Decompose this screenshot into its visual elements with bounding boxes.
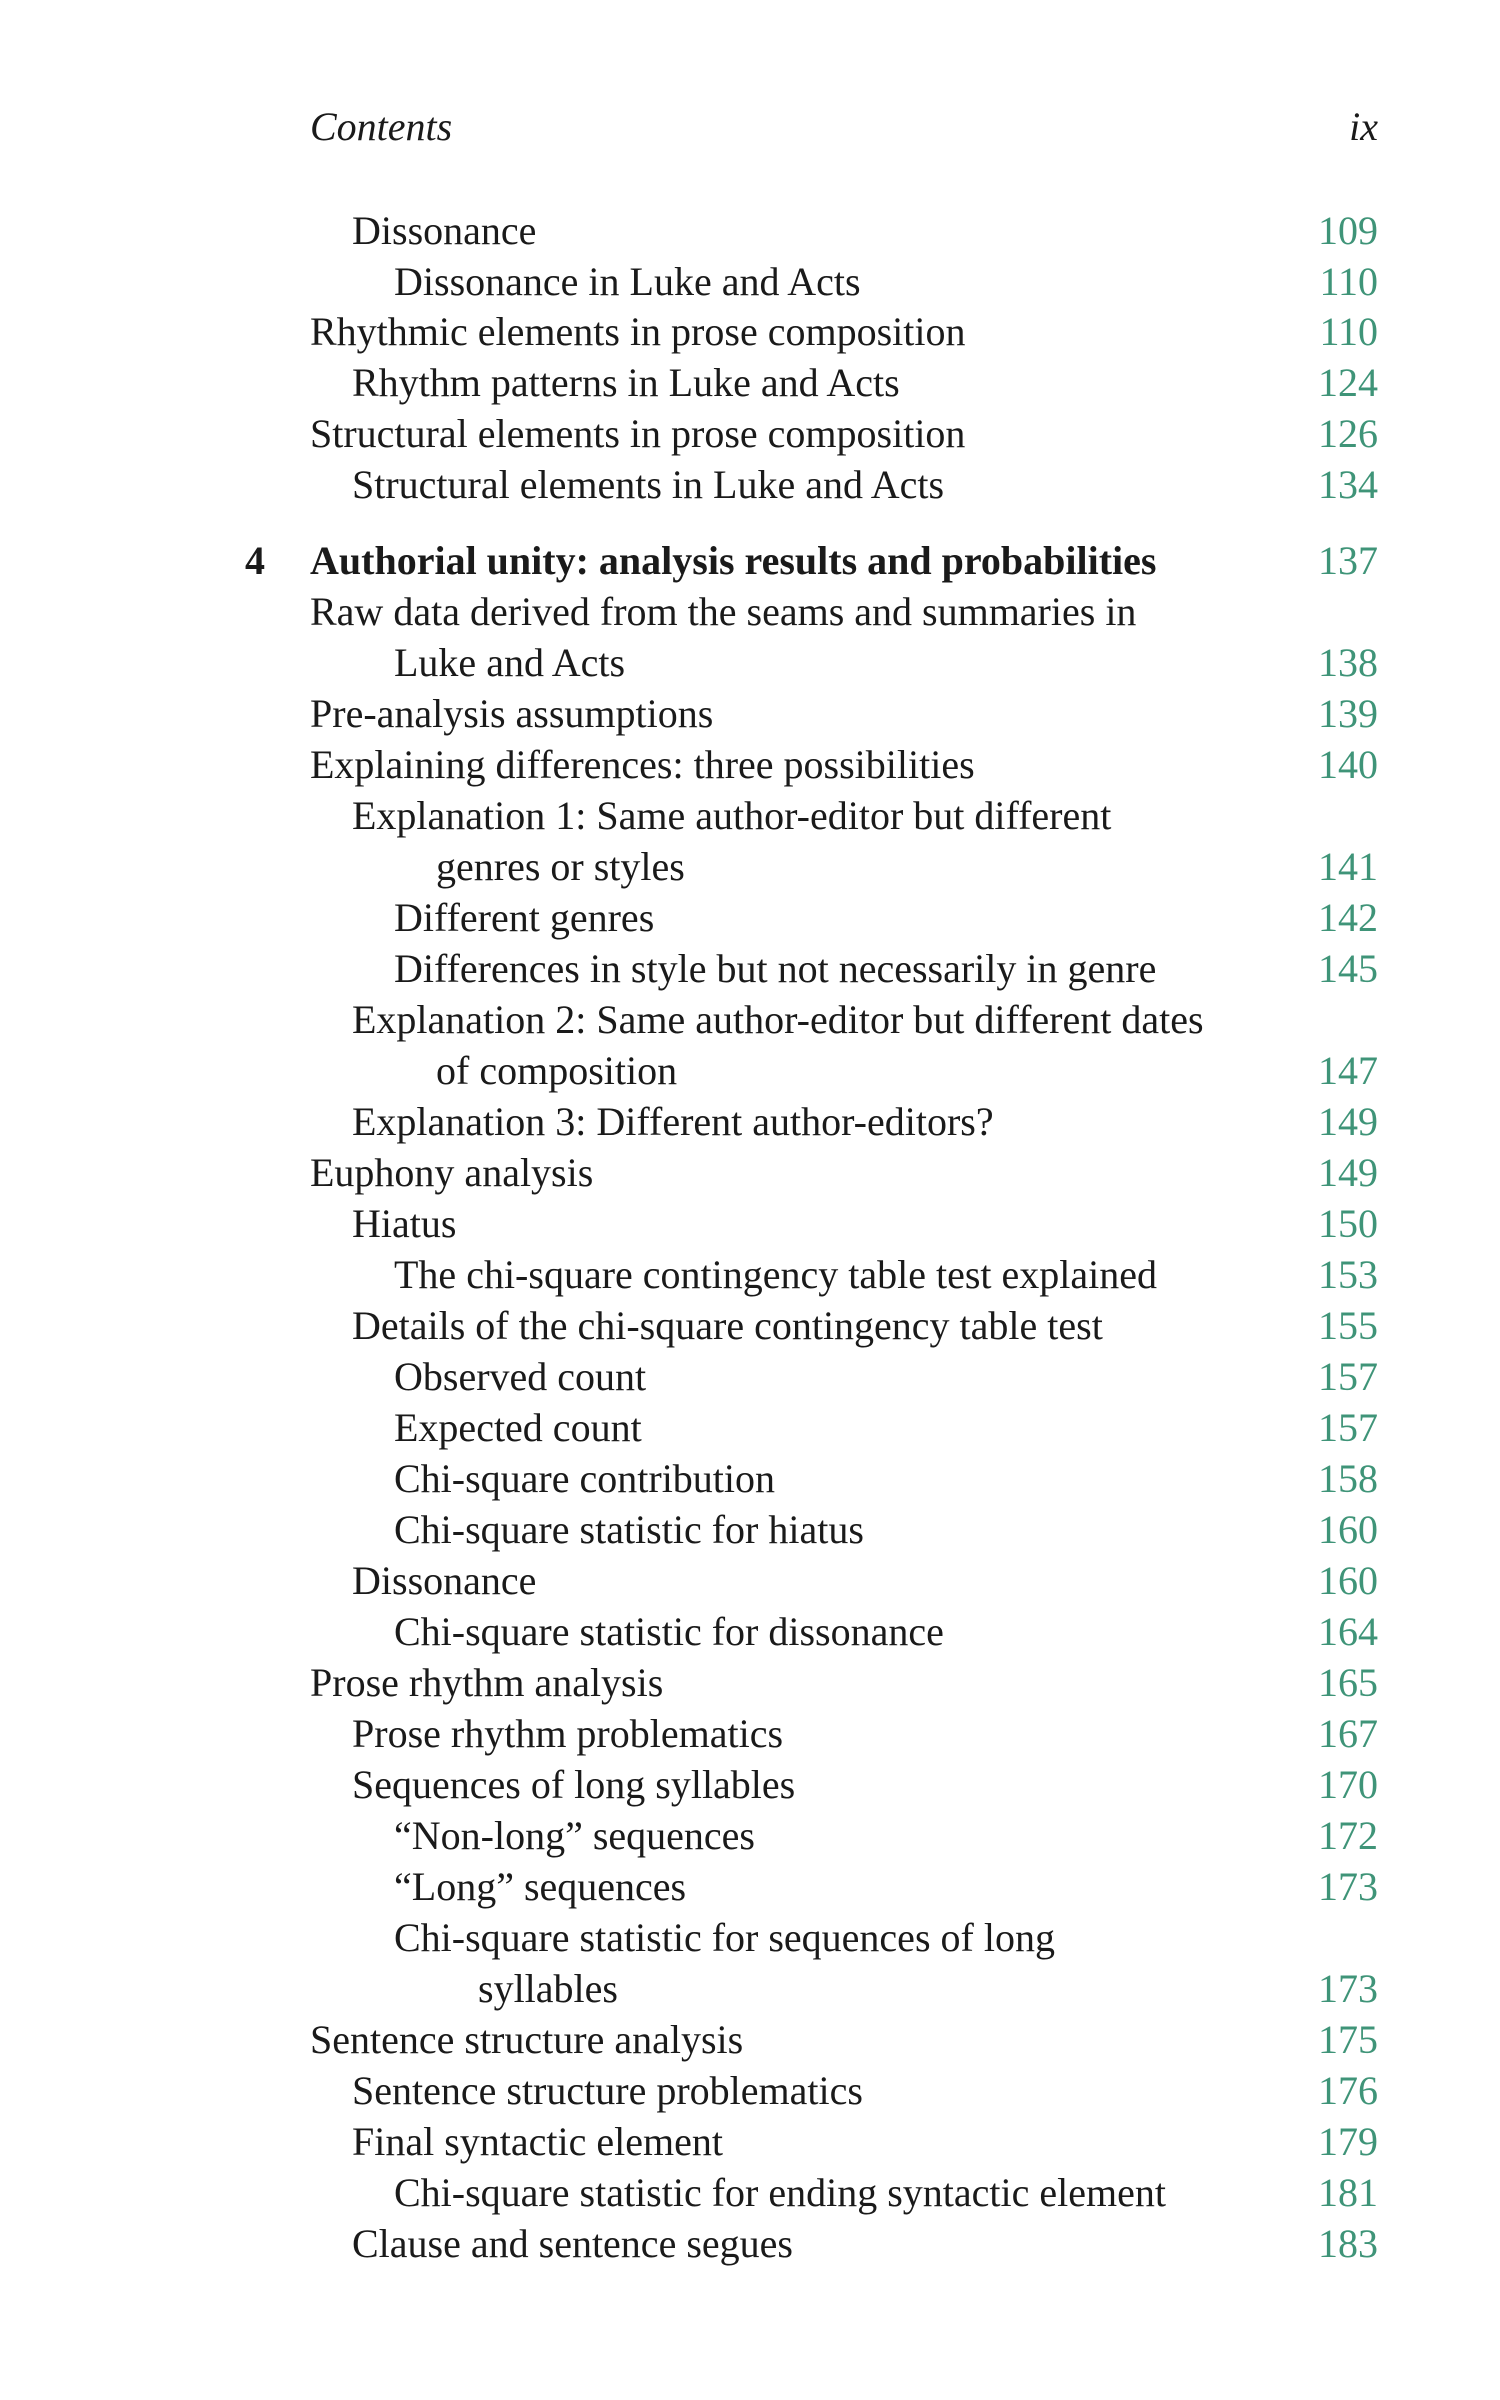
toc-entry-page: 147: [1318, 1048, 1378, 1093]
toc-entry-label: [310, 586, 1136, 688]
toc-entry-page: 181: [1318, 2170, 1378, 2215]
chapter-number: 4: [245, 538, 265, 583]
toc-entry-label: Prose rhythm analysis: [310, 1660, 664, 1705]
toc-entry-page: 110: [1319, 259, 1378, 304]
toc-entry-page: 183: [1318, 2221, 1378, 2266]
toc-entry-page: 173: [1318, 1864, 1378, 1909]
toc-entry-label: Chi-square statistic for hiatus: [394, 1507, 864, 1552]
toc-entry-label: Dissonance in Luke and Acts: [394, 259, 861, 304]
toc-entry-page: 155: [1318, 1303, 1378, 1348]
toc-entry-page: 110: [1319, 309, 1378, 354]
toc-entry-page: 165: [1318, 1660, 1378, 1705]
toc-entry-label: Hiatus: [352, 1201, 457, 1246]
toc-entry-page: 149: [1318, 1099, 1378, 1144]
toc-entry-page: 109: [1318, 208, 1378, 253]
toc-entry-label: The chi-square contingency table test explained: [394, 1252, 1158, 1297]
toc-entry-page: 140: [1318, 742, 1378, 787]
toc-entry-page: 138: [1318, 640, 1378, 685]
toc-entry-page: 149: [1318, 1150, 1378, 1195]
toc-entry-label: “Non-long” sequences: [394, 1813, 755, 1858]
toc-entry-label: Observed count: [394, 1354, 647, 1399]
toc-entry-label: Euphony analysis: [310, 1150, 594, 1195]
toc-entry-label-continuation: of composition: [436, 1048, 678, 1093]
toc-entry-page: 142: [1318, 895, 1378, 940]
toc-entry-page: 172: [1318, 1813, 1378, 1858]
toc-entry-label: Differences in style but not necessarily in genre: [394, 946, 1157, 991]
toc-entry-label: Sequences of long syllables: [352, 1762, 796, 1807]
toc-entry-page: 175: [1318, 2017, 1378, 2062]
toc-entry-label-line: Chi-square statistic for sequences of long: [394, 1915, 1055, 1960]
toc-entry-label-continuation: syllables: [478, 1966, 618, 2011]
toc-entry-page: 124: [1318, 360, 1378, 405]
toc-entry-page: 173: [1318, 1966, 1378, 2011]
toc-entry-label: Different genres: [394, 895, 655, 940]
toc-entry-page: 134: [1318, 462, 1378, 507]
toc-entry-label: Clause and sentence segues: [352, 2221, 793, 2266]
toc-entry-label: Dissonance: [352, 208, 537, 253]
toc-entry-page: 170: [1318, 1762, 1378, 1807]
chapter-title: Authorial unity: analysis results and probabilities: [310, 538, 1157, 583]
toc-entry-page: 160: [1318, 1558, 1378, 1603]
toc-entry-label: Chi-square statistic for ending syntactic element: [394, 2170, 1166, 2215]
toc-entry-label: Chi-square statistic for dissonance: [394, 1609, 944, 1654]
running-title: Contents: [310, 104, 453, 149]
toc-entry-label: Final syntactic element: [352, 2119, 723, 2164]
folio-number: ix: [1349, 104, 1378, 149]
toc-entry-label-line: Raw data derived from the seams and summaries in: [310, 589, 1137, 634]
toc-entry-label: Rhythmic elements in prose composition: [310, 309, 966, 354]
toc-entry-label: Sentence structure problematics: [352, 2068, 863, 2113]
toc-entry-page: 150: [1318, 1201, 1378, 1246]
toc-entry-label-line: Explanation 2: Same author-editor but different dates: [352, 997, 1204, 1042]
toc-entry-page: 157: [1318, 1354, 1378, 1399]
toc-entry-page: 157: [1318, 1405, 1378, 1450]
toc-entry-page: 167: [1318, 1711, 1378, 1756]
toc-entry-label: [352, 994, 1204, 1096]
toc-entry-label: Structural elements in Luke and Acts: [352, 462, 945, 507]
toc-entry-page: 145: [1318, 946, 1378, 991]
toc-entry-label-continuation: genres or styles: [436, 844, 685, 889]
toc-entry-page: 158: [1318, 1456, 1378, 1501]
running-header: [310, 103, 1378, 153]
toc-entry-label: Rhythm patterns in Luke and Acts: [352, 360, 900, 405]
toc-entry-label: Details of the chi-square contingency table test: [352, 1303, 1103, 1348]
toc-entry-label-continuation: Luke and Acts: [394, 640, 626, 685]
toc-entry-page: 160: [1318, 1507, 1378, 1552]
toc-entry-page: 137: [1318, 538, 1378, 583]
toc-entry-label: Structural elements in prose composition: [310, 411, 966, 456]
toc-entry-page: 164: [1318, 1609, 1378, 1654]
toc-entry-label: Sentence structure analysis: [310, 2017, 744, 2062]
toc-entry-label: Chi-square contribution: [394, 1456, 776, 1501]
toc-entry-label: Explanation 3: Different author-editors?: [352, 1099, 994, 1144]
toc-entry-label: “Long” sequences: [394, 1864, 687, 1909]
toc-entry-page: 176: [1318, 2068, 1378, 2113]
toc-entry-page: 141: [1318, 844, 1378, 889]
toc-entry-page: 153: [1318, 1252, 1378, 1297]
toc-entry-label-line: Explanation 1: Same author-editor but different: [352, 793, 1112, 838]
toc-entry-page: 126: [1318, 411, 1378, 456]
toc-entry-label: Prose rhythm problematics: [352, 1711, 784, 1756]
toc-entry-label: Pre-analysis assumptions: [310, 691, 714, 736]
toc-entry-label: Explaining differences: three possibilities: [310, 742, 975, 787]
toc-entry-page: 139: [1318, 691, 1378, 736]
toc-entry-label: [352, 790, 1111, 892]
toc-entry-label: Expected count: [394, 1405, 642, 1450]
toc-entry-label: [394, 1912, 1055, 2014]
toc-entry-label: Dissonance: [352, 1558, 537, 1603]
toc-entry-page: 179: [1318, 2119, 1378, 2164]
